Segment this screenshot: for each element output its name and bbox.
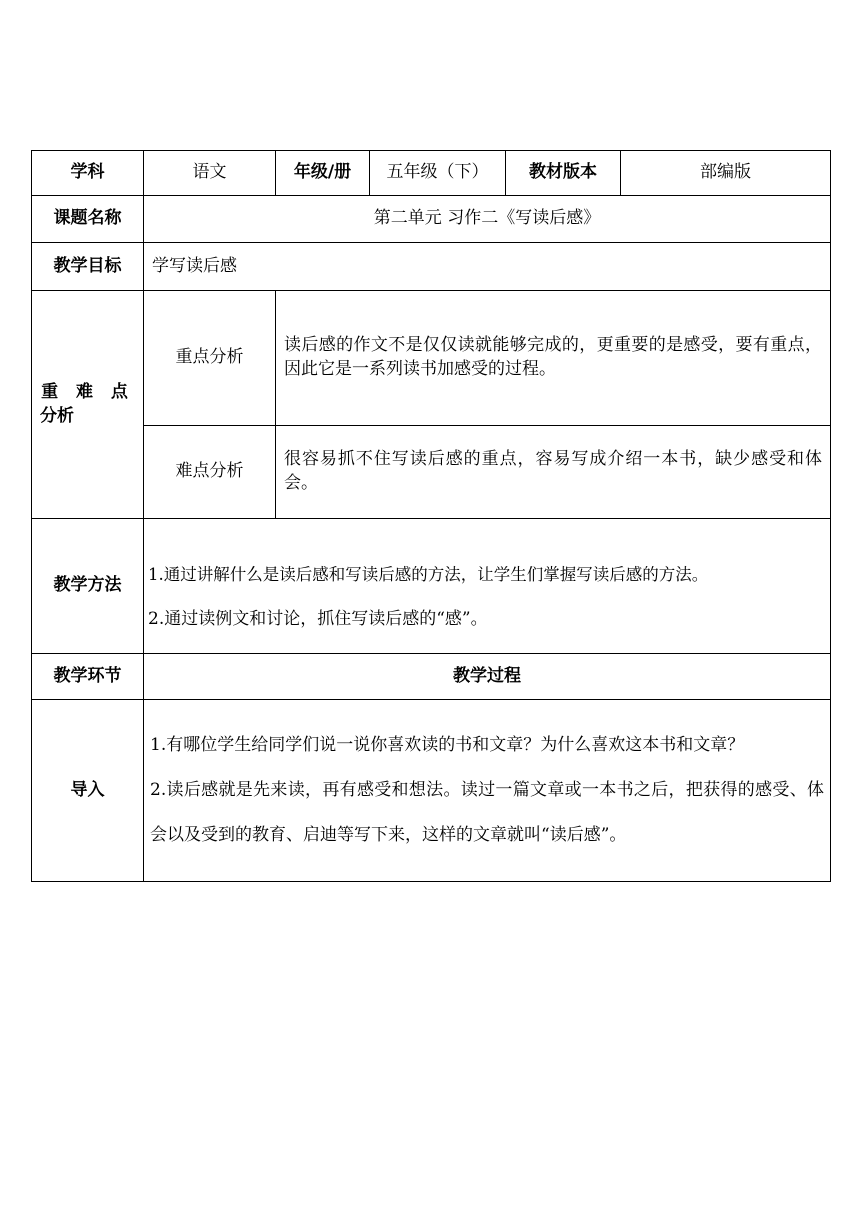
grade-label: 年级/册: [276, 151, 370, 196]
row-key-point: [32, 291, 831, 426]
key-point-text: 读后感的作文不是仅仅读就能够完成的，更重要的是感受，要有重点，因此它是一系列读书加感受的过程。: [276, 291, 831, 426]
row-goal: [32, 243, 831, 291]
subject-value: 语文: [144, 151, 276, 196]
key-point-label: 重点分析: [144, 291, 276, 426]
edition-label: 教材版本: [506, 151, 621, 196]
row-subject: [32, 151, 831, 196]
difficulty-label: [32, 291, 144, 519]
row-lesson: [32, 196, 831, 243]
method-label: 教学方法: [32, 519, 144, 654]
edition-value: 部编版: [621, 151, 831, 196]
lesson-value: 第二单元 习作二《写读后感》: [144, 196, 831, 243]
method-item: 2.通过读例文和讨论，抓住写读后感的“感”。: [148, 609, 488, 629]
process-label: 教学过程: [144, 654, 831, 700]
lesson-label: 课题名称: [32, 196, 144, 243]
difficulty-label-line1: 重 难 点: [41, 381, 134, 402]
intro-item: 2.读后感就是先来读，再有感受和想法。读过一篇文章或一本书之后，把获得的感受、体会以及受到的教育、启迪等写下来，这样的文章就叫“读后感”。: [150, 780, 824, 845]
subject-label: 学科: [32, 151, 144, 196]
hard-point-text: 很容易抓不住写读后感的重点，容易写成介绍一本书，缺少感受和体会。: [276, 426, 831, 519]
intro-content: [144, 700, 831, 882]
goal-value: 学写读后感: [144, 243, 831, 291]
method-content: [144, 519, 831, 654]
method-item: 1.通过讲解什么是读后感和写读后感的方法，让学生们掌握写读后感的方法。: [148, 565, 709, 584]
intro-item: 1.有哪位学生给同学们说一说你喜欢读的书和文章？为什么喜欢这本书和文章？: [150, 735, 745, 755]
row-intro: [32, 700, 831, 882]
row-method: [32, 519, 831, 654]
row-stage-header: [32, 654, 831, 700]
lesson-plan-table: [31, 150, 831, 882]
intro-label: 导入: [32, 700, 144, 882]
hard-point-label: 难点分析: [144, 426, 276, 519]
stage-label: 教学环节: [32, 654, 144, 700]
goal-label: 教学目标: [32, 243, 144, 291]
difficulty-label-line2: 分析: [40, 405, 74, 426]
grade-value: 五年级（下）: [370, 151, 506, 196]
row-hard-point: [32, 426, 831, 519]
